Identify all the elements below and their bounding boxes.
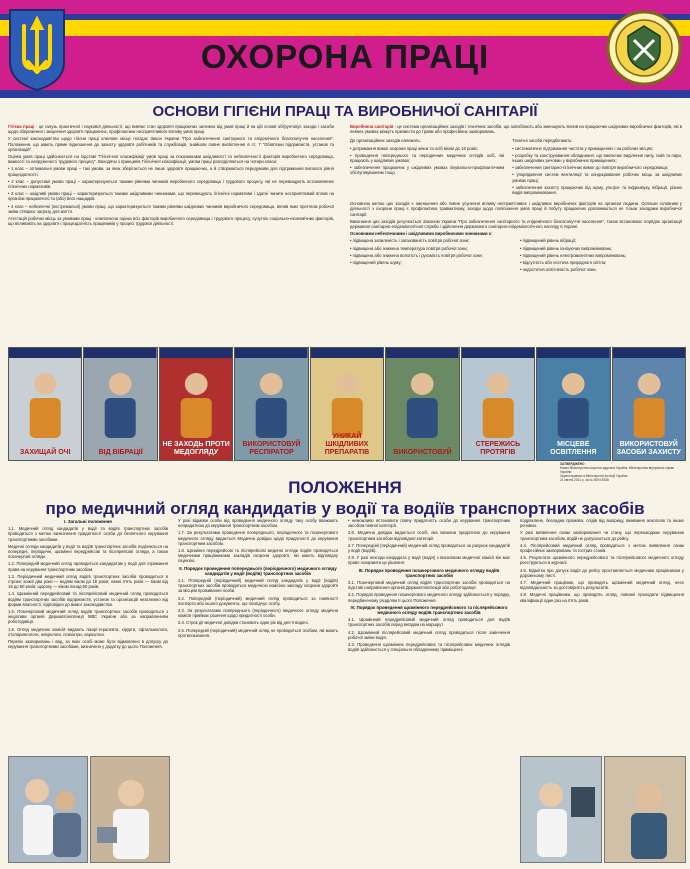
worker-body xyxy=(105,398,136,438)
worker-body xyxy=(331,398,362,438)
list-item: • підвищений рівень електромагнітних випромінювань; xyxy=(520,252,627,258)
paragraph: Атестація робочих місць за умовами праці - комплексна оцінка всіх факторів виробничого середовища і трудового процесу, супутніх соціально-економічних факторів, що впливають на здоров'я і працездатність працівників у процесі трудової діяльності. xyxy=(8,216,334,227)
paragraph: Перелік захворювань і вад, за яких особі може бути відмовлено в допуску до керування транспортними засобами, визначено у додатку до цього Положення. xyxy=(8,639,168,650)
organizational-measures xyxy=(350,138,504,197)
labor-safety-emblem-icon xyxy=(604,8,684,88)
paragraph: 4.4. Післярейсовий медичний огляд проводиться з метою виявлення ознак професійних захворювань та гострих станів. xyxy=(520,542,684,554)
paragraph: 4.1. Щозмінний передрейсовий медичний огляд проводиться для водіїв транспортних засобів перед виїздом на маршрут. xyxy=(348,617,510,628)
regulation-column-2 xyxy=(178,518,338,863)
photo-exam-left-2 xyxy=(90,756,170,863)
hazards-list-right xyxy=(520,238,682,274)
list-item: • розробку та конструювання обладнання, що виключає виділення пилу, газів та пари, інших шкідливих речовин у виробничих приміщеннях; xyxy=(512,152,682,164)
paragraph: 1.2. Попередній медичний огляд проводиться кандидатам у водії для отримання права на керування транспортним засобом. xyxy=(8,561,168,572)
poster-top-band xyxy=(386,348,458,358)
worker-body xyxy=(633,398,664,438)
worker-head xyxy=(486,373,509,395)
safety-poster xyxy=(83,347,157,461)
paragraph: - це галузь практичної і наукової діяльності, що вивчає стан здоров'я працюючих залежно від умов праці й на цій основі обґрунтовує заходи і засоби щодо збереження і зміцнення здоров'я працюючих, профілактики несприятливого впливу умов праці. xyxy=(8,124,334,135)
poster-top-band xyxy=(537,348,609,358)
regulation-column-3 xyxy=(348,518,510,863)
poster-caption: ВИКОРИСТОВУЙ xyxy=(393,449,452,456)
poster-caption: ВІД ВІБРАЦІЇ xyxy=(98,449,143,456)
approval-heading: ЗАТВЕРДЖЕНО xyxy=(560,462,585,466)
safety-poster xyxy=(612,347,686,461)
safety-poster xyxy=(536,347,610,461)
list-item: • відсутність або нестача природного світла; xyxy=(520,260,607,266)
poster-caption: НЕ ЗАХОДЬ ПРОТИ МЕДОГЛЯДУ xyxy=(162,441,230,456)
poster-top-band xyxy=(160,348,232,358)
list-item: • підвищена запиленість і загазованість повітря робочої зони; xyxy=(350,238,470,244)
paragraph: 2.7. Попередній (періодичний) медичний огляд проводиться за рахунок кандидатів у водії (водіїв). xyxy=(348,542,510,554)
paragraph: 1.1. Медичний огляд кандидатів у водії та водіїв транспортних засобів проводиться з метою визначення придатності особи до безпечного керування транспортними засобами. xyxy=(8,526,168,542)
paragraph: - це система організаційних заходів і технічних засобів, що запобігають або зменшують вплив на працюючих шкідливих виробничих факторів, які в певних умовах можуть призвести до травм або професійних захворювань. xyxy=(350,124,682,135)
poster-caption: ВИКОРИСТОВУЙ ЗАСОБИ ЗАХИСТУ xyxy=(616,441,681,456)
paragraph: 1.6. Огляд медичних комісій видають лікарі-терапевти, хірурги, офтальмологи, отоларингологи, неврологи, психіатри, наркологи. xyxy=(8,626,168,637)
list-item: • упорядження систем вентиляції та кондиціювання робочих місць за шкідливих умовах праці; xyxy=(512,172,682,183)
photo-exam-right-2 xyxy=(604,756,686,863)
worker-head xyxy=(185,373,208,395)
paragraph: 1.8. Щозмінні передрейсові та післярейсові медичні огляди водіїв проводяться медичними працівниками закладів охорони здоров'я, які мають відповідну ліцензію. xyxy=(178,548,338,564)
ukraine-coat-of-arms-icon xyxy=(6,6,68,92)
paragraph: 4.3. Проведення щозмінних передрейсових та післярейсових медичних оглядів водіїв здійснюється у спеціально обладнаному приміщенні. xyxy=(348,642,510,653)
poster-caption: МІСЦЕВЕ ОСВІТЛЕННЯ xyxy=(550,441,597,456)
worker-head xyxy=(260,373,283,395)
hazards-title: Основними небезпечними і шкідливими виробничими чинниками є: xyxy=(350,231,493,237)
worker-head xyxy=(336,373,359,395)
poster-illustration xyxy=(9,348,81,460)
paragraph: У системі законодавства щодо гігієни праці ключове місце посідає Закон України "Про забезпечення санітарного та епідемічного благополуччя населення". Положення, що мають пряме відношення до захисту здоров'я робітників та службовців, знайшли повне висвітлення в ст. 7 "Обов'язки підприємств, установ та організацій". xyxy=(8,136,334,152)
paragraph: 4.8. Медичні працівники, що проводять огляд, повинні проходити підвищення кваліфікації один раз на п'ять років. xyxy=(520,592,684,603)
paragraph: Оцінка умов праці здійснюється на підставі "Гігієнічної класифікації умов праці за показниками шкідливості та небезпечності факторів виробничого середовища, важкості та напруженості трудового процесу". Виходячи з принципів Гігієнічної класифікації, умови праці розподіляються на чотири класи: xyxy=(8,154,334,165)
paragraph: 3.1. Позачерговий медичний огляд водіїв транспортних засобів проводиться на підставі направлення органів Державтоінспекції або роботодавця. xyxy=(348,580,510,591)
paragraph: 1.3. Періодичний медичний огляд водіїв транспортних засобів проводиться в строки: кожні два роки — водіям віком до 18 років; кожні п'ять років — віком від 18 до 60 років; щороку — віком понад 60 років. xyxy=(8,573,168,590)
list-item: • забезпечення санітарно-гігієнічних вимог до повітря виробничого середовища; xyxy=(512,165,669,171)
section-heading: І. Загальні положення xyxy=(64,519,112,524)
approval-text: Зареєстровано в Міністерстві юстиції України xyxy=(560,474,628,478)
paragraph: 2.8. У разі незгоди кандидата у водії (водія) з висновком медичної комісії він має право оскаржити це рішення. xyxy=(348,555,510,566)
term-sanitation: Виробнича санітарія xyxy=(350,124,394,129)
list-item: • забезпечення захисту працюючих від шуму, ультра- та інфразвуку, вібрації, різних видів випромінювання. xyxy=(512,184,682,196)
worker-body xyxy=(256,398,287,438)
paragraph: 4.5. Результати щозмінного передрейсового та післярейсового медичного огляду реєструються в журналі. xyxy=(520,555,684,566)
safety-poster xyxy=(385,347,459,461)
paragraph: • 2 клас – допустимі умови праці – характеризуються такими рівнями чинників виробничого середовища і трудового процесу, які не перевищують встановлених гігієнічних нормативів. xyxy=(8,178,334,190)
paragraph: 2.2. Попередній (періодичний) медичний огляд проводиться за наявності паспорта або іншого документа, що посвідчує особу. xyxy=(178,595,338,606)
top-magenta-stripe xyxy=(0,0,690,14)
org-title: До організаційних заходів належать: xyxy=(350,138,421,144)
safety-poster xyxy=(8,347,82,461)
paragraph: • 3 клас – шкідливі умови праці – характеризуються такими шкідливими чинниками, що перевищують гігієнічні нормативи і здатні чинити несприятливий вплив на організм працюючого та (або) його нащадків. xyxy=(8,191,334,202)
list-item: • підвищений рівень іонізуючих випромінювань; xyxy=(520,245,613,251)
paragraph: 2.1. Попередній (періодичний) медичний огляд кандидатів у водії (водіїв) транспортних засобів проводиться медичною комісією закладу охорони здоров'я за місцем проживання особи. xyxy=(178,578,338,594)
poster-top-band xyxy=(235,348,307,358)
paragraph: 4.6. Відмітка про допуск водія до рейсу проставляється медичним працівником у дорожньому листі. xyxy=(520,567,684,578)
safety-poster xyxy=(310,347,384,461)
photo-exam-left-1 xyxy=(8,756,88,863)
tech-title: Технічні засоби передбачають: xyxy=(512,138,573,144)
hazards-list-left xyxy=(350,238,512,274)
poster-caption: СТЕРЕЖИСЬ ПРОТЯГІВ xyxy=(475,441,521,456)
poster-top-band xyxy=(462,348,534,358)
list-item: • підвищений рівень вібрації; xyxy=(520,238,577,244)
sanitation-text-column xyxy=(350,124,682,344)
paragraph: 2.6. Медична довідка видається особі, яка визнана придатною до керування транспортним засобом відповідної категорії. xyxy=(348,530,510,541)
safety-poster xyxy=(234,347,308,461)
list-item: • підвищена або знижена температура повітря робочої зони; xyxy=(350,245,468,251)
paragraph: Медичні огляди кандидатів у водії та водіїв транспортних засобів поділяються на попередні, періодичні, щозмінні передрейсові та післярейсові огляди, а також позачергові огляди. xyxy=(8,543,168,560)
worker-head xyxy=(34,373,57,395)
poster-illustration xyxy=(386,348,458,460)
paragraph: 1.7. За результатами проведення попереднього, періодичного та позачергового медичного огляду видається Медична довідка щодо придатності до керування транспортним засобом. xyxy=(178,530,338,546)
worker-body xyxy=(181,398,212,438)
section-heading: ІІІ. Порядок проведення позачергового медичного огляду водіїв транспортних засобів xyxy=(358,567,500,578)
worker-head xyxy=(411,373,434,395)
poster-caption: УНИКАЙ ШКІДЛИВИХ ПРЕПАРАТІВ xyxy=(324,433,370,456)
term-hygiene: Гігієна праці xyxy=(8,124,35,129)
technical-measures xyxy=(512,138,682,197)
paragraph: 4.2. Щозмінний післярейсовий медичний огляд проводиться після закінчення робочої зміни водія. xyxy=(348,629,510,640)
paragraph: 1.4. Щозмінний передрейсовий та післярейсовий медичний огляд проводиться водіям транспортних засобів підприємств, установ та організацій незалежно від форми власності, відповідно до вимог законодавства. xyxy=(8,591,168,607)
approval-text: Наказ Міністерства охорони здоров'я України, Міністерства внутрішніх справ України xyxy=(560,466,674,474)
paragraph: У разі виявлення ознак захворювання чи стану, що перешкоджає керуванню транспортним засобом, водій не допускається до рейсу. xyxy=(520,530,684,541)
hygiene-text-column xyxy=(8,124,334,344)
paragraph: 2.3. За результатами попереднього (періодичного) медичного огляду медична комісія приймає рішення щодо придатності особи. xyxy=(178,608,338,619)
worker-head xyxy=(109,373,132,395)
paragraph: Виконання цих заходів регулюється Законом України "Про забезпечення санітарного та епідемічного благополуччя населення", також встановлює порядок організації державної санітарно-епідеміологічної служби і здійснення державного санітарно-епідеміологічного нагляду в Україні. xyxy=(350,218,682,230)
section-heading: ІV. Порядок проведення щозмінного передрейсового та післярейсового медичного огляду водіїв транспортних засобів xyxy=(350,604,508,616)
approval-text: 21 квітня 2011 р. за № 500/19238 xyxy=(560,478,609,482)
regulation-column-4 xyxy=(520,518,684,750)
list-item: • підвищена або знижена вологість і рухомість повітря робочої зони; xyxy=(350,252,483,258)
paragraph: • 4 клас – небезпечні (екстремальні) умови праці, що характеризуються такими рівнями шкідливих чинників виробничого середовища, вплив яких протягом робочої зміни створює загрозу для життя. xyxy=(8,203,334,214)
worker-head xyxy=(562,373,585,395)
list-item: • систематичне підтримання чистоти у приміщеннях і на робочих місцях; xyxy=(512,145,654,151)
worker-body xyxy=(407,398,438,438)
paragraph: 2.5. Попередній (періодичний) медичний огляд не проводиться особам, які мають протипоказання. xyxy=(178,627,338,638)
list-item: • проведення попереднього та періодичних медичних оглядів осіб, які працюють у шкідливих умовах; xyxy=(350,152,505,164)
poster-top-band xyxy=(311,348,383,358)
safety-poster xyxy=(461,347,535,461)
paragraph: Основною метою цих заходів є зменшення або повне усунення впливу несприятливих і шкідливих виробничих факторів на організм людини. Осяльки головним у діяльності з охорони праці є профілактика травматизму, заходи щодо поліпшення умов праці й побуту працюючих доповнюються не тільки заходами виробничої санітарії. xyxy=(350,201,682,217)
paragraph: 3.2. Порядок проведення позачергового медичного огляду здійснюється у порядку, передбаченому розділом ІІ цього Положення. xyxy=(348,592,510,603)
regulation-title-block xyxy=(0,477,690,519)
list-item: • дотримання вимог охорони праці жінок та осіб віком до 18 років; xyxy=(350,145,478,151)
list-item: • недостатня освітленість робочої зони. xyxy=(520,267,597,273)
paragraph: 1.5. Позачерговий медичний огляд водіїв транспортних засобів проводиться з ініціативи органів Державтоінспекції МВС України або за направленням роботодавця. xyxy=(8,609,168,625)
paragraph: • неможливо встановити повну придатність особи до керування транспортним засобом певної категорії. xyxy=(348,518,510,529)
paragraph: 4.7. Медичний працівник, що проводить щозмінний медичний огляд, несе відповідальність за достовірність результатів. xyxy=(520,580,684,591)
paragraph: 2.4. Строк дії медичної довідки становить один рік від дня її видачі. xyxy=(178,620,309,626)
poster-caption: ЗАХИЩАЙ ОЧІ xyxy=(19,449,71,456)
regulation-title: ПОЛОЖЕННЯ xyxy=(288,478,402,497)
worker-head xyxy=(637,373,660,395)
photo-exam-right-1 xyxy=(520,756,602,863)
section-heading: ІІ. Порядок проведення попереднього (періодичного) медичного огляду кандидатів у водії (водіїв) транспортних засобів xyxy=(179,565,337,576)
poster-top-band xyxy=(9,348,81,358)
top-yellow-stripe xyxy=(0,20,690,36)
poster-top-band xyxy=(84,348,156,358)
paragraph: подряхлене, безладна промова, слідів від вшприцу, вживання алкоголю та інших речовин. xyxy=(520,518,684,529)
section-title-hygiene: ОСНОВИ ГІГІЄНИ ПРАЦІ ТА ВИРОБНИЧОЇ САНІТАРІЇ xyxy=(152,103,538,120)
paragraph: У разі відмови особи від проведення медичного огляду таку особу вважають непридатною до керування транспортним засобом. xyxy=(178,518,338,529)
poster-illustration xyxy=(84,348,156,460)
poster-caption: ВИКОРИСТОВУЙ РЕСПІРАТОР xyxy=(242,441,301,456)
paragraph: • 1 клас – оптимальні умови праці – такі умови, за яких зберігається не лише здоров'я працюючих, а й створюються передумови для підтримання високого рівня працездатності. xyxy=(8,166,334,177)
regulation-column-1 xyxy=(8,518,168,750)
bottom-blue-stripe xyxy=(0,90,690,98)
safety-poster xyxy=(159,347,233,461)
list-item: • забезпечення працюючих у шкідливих умовах лікувально-профілактичним обслуговуванням тощо. xyxy=(350,165,505,176)
page-title: ОХОРОНА ПРАЦІ xyxy=(200,38,490,75)
regulation-subtitle: про медичний огляд кандидатів у водії та водіїв транспортних засобів xyxy=(45,499,645,518)
worker-body xyxy=(558,398,589,438)
worker-body xyxy=(482,398,513,438)
poster-top-band xyxy=(613,348,685,358)
list-item: • підвищений рівень шуму; xyxy=(350,260,402,266)
worker-body xyxy=(30,398,61,438)
